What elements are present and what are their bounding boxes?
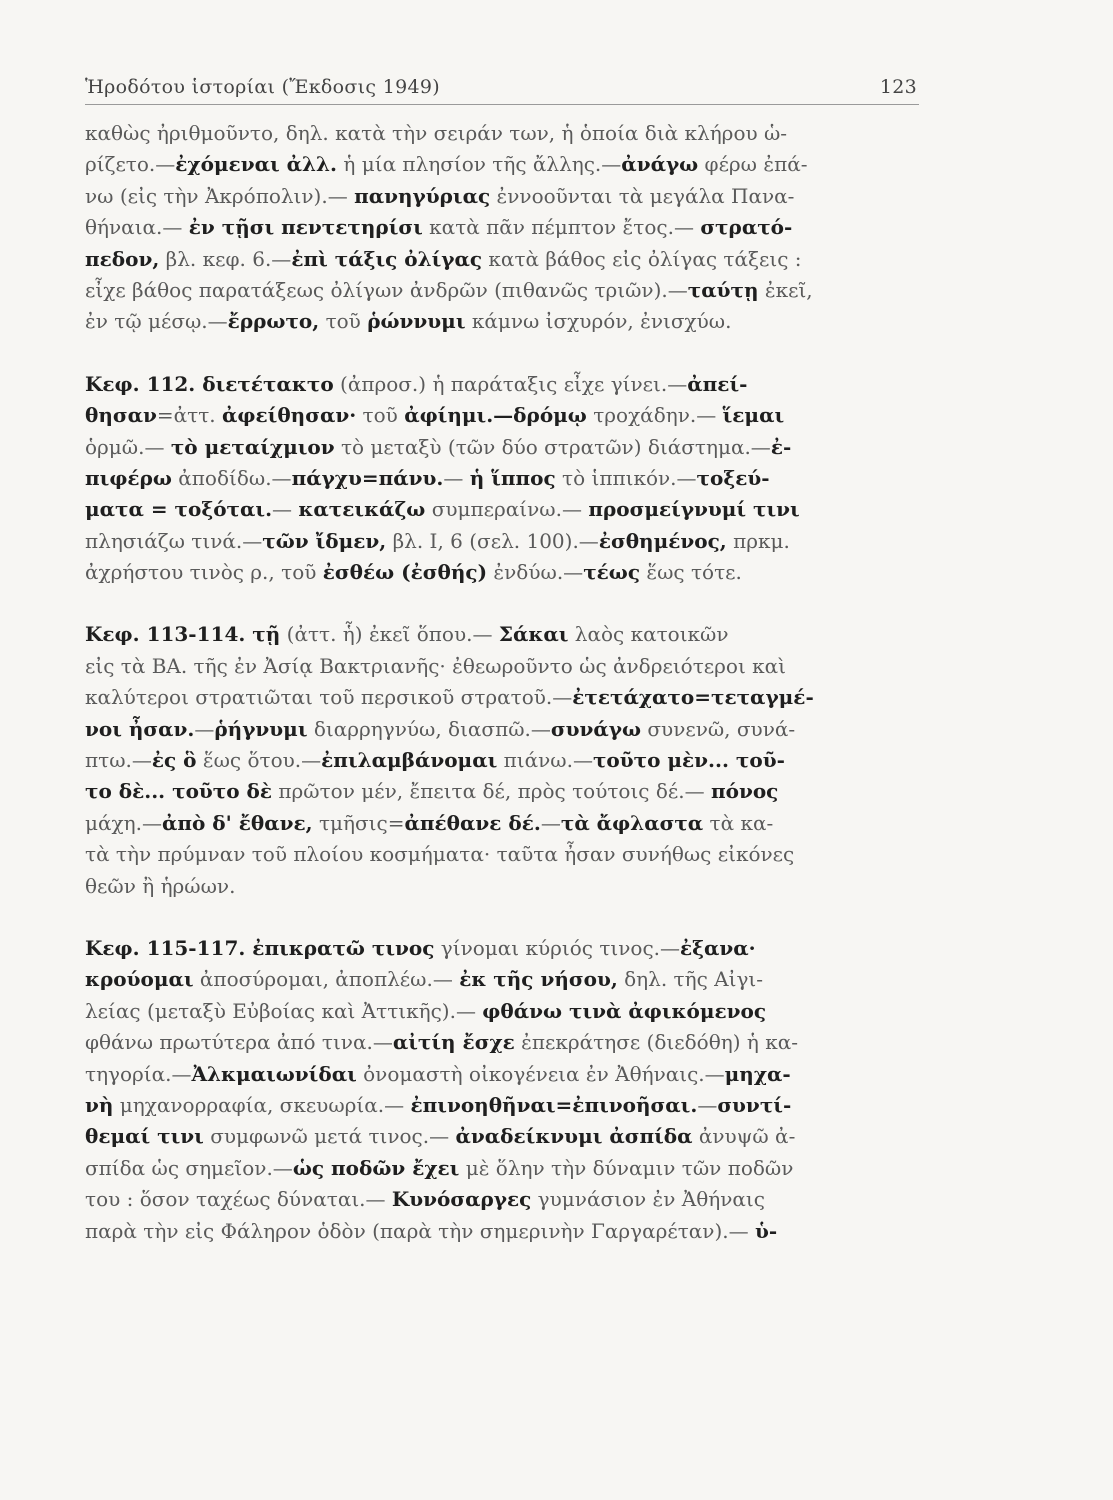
gloss-text: ρίζετο.— <box>85 152 176 177</box>
headword: αἰτίη ἔσχε <box>392 1030 515 1055</box>
text-line <box>85 745 919 776</box>
gloss-text: θήναια.— <box>85 215 189 240</box>
text-line <box>85 996 919 1027</box>
headword: πανηγύριας <box>354 183 491 208</box>
gloss-text: δηλ. τῆς Αἰγι- <box>617 967 763 992</box>
gloss-text: του : ὅσον ταχέως δύναται.— <box>85 1187 392 1212</box>
gloss-text: τὸ ἱππικόν.— <box>555 465 697 490</box>
text-line <box>85 244 919 275</box>
headword: ἐ- <box>770 434 792 459</box>
gloss-text: ἡ μία πλησίον τῆς ἄλλης.— <box>337 152 622 177</box>
gloss-text: λείας (μεταξὺ Εὐβοίας καὶ Ἀττικῆς).— <box>85 998 483 1023</box>
headword: νοι ἦσαν. <box>85 716 195 741</box>
headword: το δὲ... τοῦτο δὲ <box>85 779 273 804</box>
headword: φθάνω τινὰ ἀφικόμενος <box>482 998 767 1023</box>
headword: ματα = τοξόται. <box>85 497 273 522</box>
gloss-text: ὀνομαστὴ οἰκογένεια ἐν Ἀθήναις.— <box>356 1061 725 1086</box>
text-line <box>85 1090 919 1121</box>
headword: τῶν ἴδμεν, <box>262 528 387 553</box>
gloss-text: ἕως ὅτου.— <box>196 748 322 773</box>
headword: πάγχυ=πάνυ. <box>291 465 444 490</box>
gloss-text: ἐννοοῦνται τὰ μεγάλα Πανα- <box>490 183 795 208</box>
gloss-text: θεῶν ἢ ἡρώων. <box>85 873 236 898</box>
gloss-text: μὲ ὅλην τὴν δύναμιν τῶν ποδῶν <box>459 1155 794 1180</box>
text-line <box>85 526 919 557</box>
text-line <box>85 808 919 839</box>
gloss-text: — <box>194 716 215 741</box>
text-line <box>85 871 919 902</box>
headword: ἀπέθανε δέ. <box>404 810 541 835</box>
headword: ἔρρωτο, <box>227 309 320 334</box>
gloss-text: εἰς τὰ ΒΑ. τῆς ἐν Ἀσίᾳ Βακτριανῆς· ἐθεωροῦντο ὡς ἀνδρειότεροι καὶ <box>85 653 786 678</box>
paragraph <box>85 369 919 589</box>
headword: συνάγω <box>550 716 642 741</box>
gloss-text: πτω.— <box>85 748 152 773</box>
headword: ἐσθέω (ἐσθής) <box>322 560 488 585</box>
text-line <box>85 212 919 243</box>
text-line <box>85 933 919 964</box>
gloss-text: =ἀττ. <box>156 403 223 428</box>
gloss-text: τηγορία.— <box>85 1061 192 1086</box>
running-header <box>85 76 917 102</box>
gloss-text: γίνομαι κύριός τινος.— <box>434 935 681 960</box>
paragraph <box>85 933 919 1247</box>
gloss-text: ὁρμῶ.— <box>85 434 171 459</box>
headword: τὸ μεταίχμιον <box>170 434 335 459</box>
text-line <box>85 432 919 463</box>
headword: Κυνόσαργες <box>391 1187 532 1212</box>
headword: πόνος <box>710 779 779 804</box>
gloss-text: πρκμ. <box>726 528 790 553</box>
gloss-text: τοῦ <box>356 403 405 428</box>
gloss-text: τὰ κα- <box>703 810 774 835</box>
text-line <box>85 400 919 431</box>
gloss-text: διαρρηγνύω, διασπῶ.— <box>307 716 551 741</box>
text-line <box>85 118 919 149</box>
gloss-text: ἐνδύω.— <box>487 560 584 585</box>
gloss-text: ἕως τότε. <box>640 560 742 585</box>
gloss-text: τὸ μεταξὺ (τῶν δύο στρατῶν) διάστημα.— <box>334 434 771 459</box>
gloss-text: ἐκεῖ, <box>758 277 813 302</box>
gloss-text: τοῦ <box>319 309 368 334</box>
gloss-text: πλησιάζω τινά.— <box>85 528 263 553</box>
headword: ἐχόμεναι ἀλλ. <box>175 152 338 177</box>
headword: νὴ <box>85 1092 114 1117</box>
text-line <box>85 275 919 306</box>
headword: ἐξανα· <box>680 935 756 960</box>
headword: ἐν τῇσι πεντετηρίσι <box>188 215 423 240</box>
gloss-text: (ἀπροσ.) ἡ παράταξις εἶχε γίνει.— <box>333 371 688 396</box>
gloss-text: συμπεραίνω.— <box>425 497 589 522</box>
text-line <box>85 369 919 400</box>
headword: ἐκ τῆς νήσου, <box>459 967 618 992</box>
headword: ἵεμαι <box>722 403 785 428</box>
gloss-text: τὰ τὴν πρύμναν τοῦ πλοίου κοσμήματα· ταῦτα ἦσαν συνήθως εἰκόνες <box>85 842 795 867</box>
gloss-text: φθάνω πρωτύτερα ἀπό τινα.— <box>85 1030 393 1055</box>
gloss-text: συμφωνῶ μετά τινος.— <box>203 1124 456 1149</box>
text-line <box>85 651 919 682</box>
gloss-text: βλ. I, 6 (σελ. 100).— <box>386 528 599 553</box>
headword: τέως <box>583 560 641 585</box>
gloss-text: εἶχε βάθος παρατάξεως ὀλίγων ἀνδρῶν (πιθανῶς τριῶν).— <box>85 277 688 302</box>
gloss-text: ἀποδίδω.— <box>171 465 292 490</box>
headword: ἡ ἵππος <box>469 465 556 490</box>
text-line <box>85 714 919 745</box>
headword: ἀπὸ δ' ἔθανε, <box>161 810 313 835</box>
gloss-text: κατὰ πᾶν πέμπτον ἔτος.— <box>422 215 701 240</box>
headword: ἐς ὃ <box>151 748 197 773</box>
text-line <box>85 776 919 807</box>
gloss-text: κατὰ βάθος εἰς ὀλίγας τάξεις : <box>482 246 802 271</box>
headword: κρούομαι <box>85 967 194 992</box>
headword: ἀνάγω <box>621 152 699 177</box>
text-line <box>85 839 919 870</box>
text-line <box>85 494 919 525</box>
headword: κατεικάζω <box>298 497 426 522</box>
gloss-text: πρῶτον μέν, ἔπειτα δέ, πρὸς τούτοις δέ.— <box>272 779 711 804</box>
headword: ἀφείθησαν· <box>222 403 357 428</box>
text-line <box>85 964 919 995</box>
text-line <box>85 1059 919 1090</box>
headword: θεμαί τινι <box>85 1124 204 1149</box>
running-title: Ἡροδότου ἱστορίαι (Ἔκδοσις 1949) <box>85 76 440 98</box>
text-line <box>85 463 919 494</box>
gloss-text: φέρω ἐπά- <box>698 152 808 177</box>
gloss-text: παρὰ τὴν εἰς Φάληρον ὁδὸν (παρὰ τὴν σημερινὴν Γαργαρέταν).— <box>85 1218 755 1243</box>
gloss-text: ἀνυψῶ ἀ- <box>692 1124 796 1149</box>
headword: ἀναδείκνυμι ἀσπίδα <box>455 1124 693 1149</box>
text-line <box>85 1153 919 1184</box>
headword: πιφέρω <box>85 465 172 490</box>
text-line <box>85 181 919 212</box>
headword: ἀφίημι.—δρόμῳ <box>404 403 587 428</box>
gloss-text: πιάνω.— <box>497 748 593 773</box>
text-line <box>85 149 919 180</box>
text-line <box>85 306 919 337</box>
text-line <box>85 619 919 650</box>
headword: ὑ- <box>754 1218 778 1243</box>
headword: πεδον, <box>85 246 160 271</box>
headword: ῥώννυμι <box>367 309 466 334</box>
gloss-text: — <box>697 1092 718 1117</box>
text-line <box>85 1121 919 1152</box>
gloss-text: μηχανορραφία, σκευωρία.— <box>113 1092 411 1117</box>
headword: Κεφ. 113-114. τῇ <box>85 622 281 647</box>
headword: τοῦτο μὲν... τοῦ- <box>592 748 785 773</box>
gloss-text: — <box>443 465 470 490</box>
headword: ἐπινοηθῆναι=ἐπινοῆσαι. <box>410 1092 698 1117</box>
headword: τὰ ἄφλαστα <box>560 810 704 835</box>
gloss-text: (ἀττ. ἧ) ἐκεῖ ὅπου.— <box>280 622 499 647</box>
gloss-text: καθὼς ἠριθμοῦντο, δηλ. κατὰ τὴν σειράν των, ἡ ὁποία διὰ κλήρου ὡ- <box>85 121 788 145</box>
gloss-text: — <box>540 810 561 835</box>
gloss-text: ἐπεκράτησε (διεδόθη) ἡ κα- <box>514 1030 798 1055</box>
headword: Σάκαι <box>498 622 569 647</box>
headword: ῥήγνυμι <box>214 716 308 741</box>
headword: προσμείγνυμί τινι <box>588 497 800 522</box>
page-number: 123 <box>879 76 917 98</box>
text-line <box>85 1027 919 1058</box>
headword: ταύτῃ <box>687 277 759 302</box>
headword: ἐπὶ τάξις ὀλίγας <box>291 246 483 271</box>
paragraph <box>85 118 919 338</box>
headword: Κεφ. 115-117. ἐπικρατῶ τινος <box>85 935 435 960</box>
gloss-text: μάχη.— <box>85 810 162 835</box>
gloss-text: βλ. κεφ. 6.— <box>159 246 292 271</box>
gloss-text: κάμνω ἰσχυρόν, ἐνισχύω. <box>465 309 732 334</box>
headword: Κεφ. 112. διετέτακτο <box>85 371 334 396</box>
gloss-text: νω (εἰς τὴν Ἀκρόπολιν).— <box>85 183 355 208</box>
headword: ὡς ποδῶν ἔχει <box>292 1155 460 1180</box>
gloss-text: συνενῶ, συνά- <box>641 716 796 741</box>
headword: μηχα- <box>724 1061 791 1086</box>
gloss-text: γυμνάσιον ἐν Ἀθήναις <box>531 1187 765 1212</box>
gloss-text: — <box>272 497 299 522</box>
paragraph <box>85 619 919 902</box>
header-rule <box>85 104 919 105</box>
text-body <box>85 118 919 1247</box>
gloss-text: λαὸς κατοικῶν <box>568 622 729 647</box>
gloss-text: τμῆσις= <box>312 810 405 835</box>
headword: ἐτετάχατο=τεταγμέ- <box>572 685 814 710</box>
text-line <box>85 557 919 588</box>
gloss-text: ἀποσύρομαι, ἀποπλέω.— <box>193 967 460 992</box>
gloss-text: τροχάδην.— <box>586 403 723 428</box>
gloss-text: σπίδα ὡς σημεῖον.— <box>85 1155 293 1180</box>
headword: θησαν <box>85 403 157 428</box>
gloss-text: ἐν τῷ μέσῳ.— <box>85 309 228 334</box>
headword: στρατό- <box>700 215 793 240</box>
text-line <box>85 682 919 713</box>
headword: Ἀλκμαιωνίδαι <box>191 1061 357 1086</box>
headword: ἐσθημένος, <box>598 528 727 553</box>
gloss-text: ἀχρήστου τινὸς ρ., τοῦ <box>85 560 323 585</box>
headword: ἐπιλαμβάνομαι <box>321 748 498 773</box>
headword: ἀπεί- <box>687 371 748 396</box>
headword: συντί- <box>717 1092 792 1117</box>
text-line <box>85 1184 919 1215</box>
gloss-text: καλύτεροι στρατιῶται τοῦ περσικοῦ στρατοῦ.— <box>85 685 573 710</box>
text-line <box>85 1216 919 1247</box>
headword: τοξεύ- <box>696 465 770 490</box>
